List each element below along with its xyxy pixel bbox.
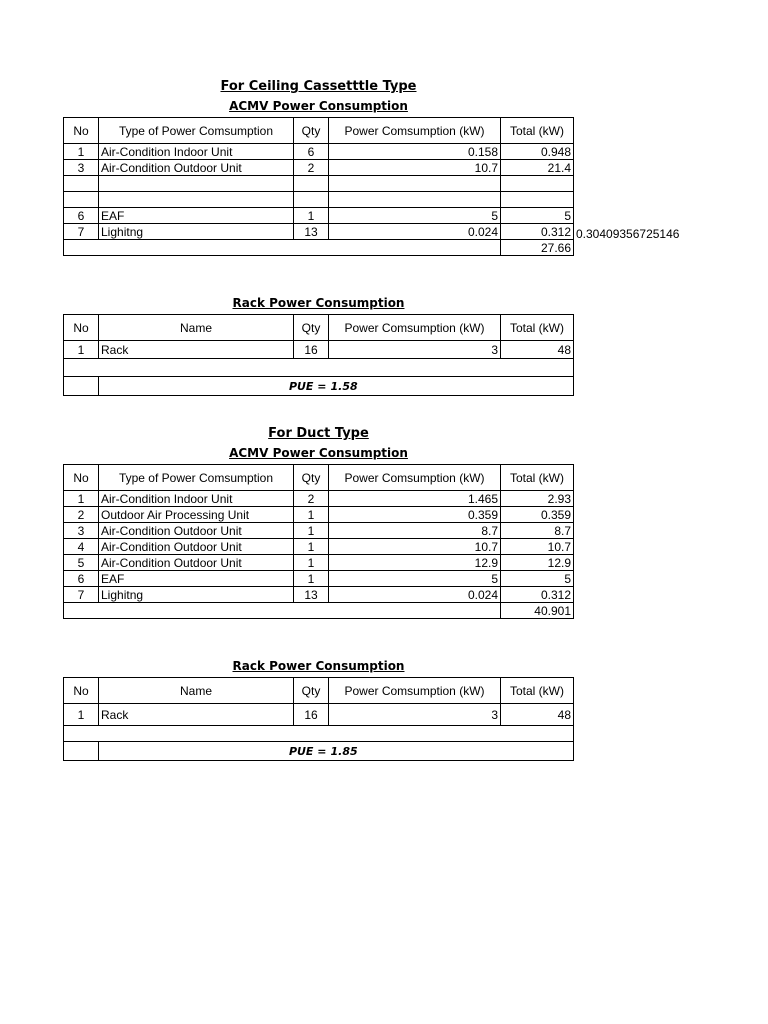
- row-total: 0.359: [501, 507, 574, 523]
- row-no: 7: [64, 224, 99, 240]
- row-power: 12.9: [329, 555, 501, 571]
- row-no: 5: [64, 555, 99, 571]
- row-power: 1.465: [329, 491, 501, 507]
- row-qty: 6: [294, 144, 329, 160]
- row-power: 3: [329, 704, 501, 726]
- pue-value: 1.58: [329, 377, 574, 396]
- table-row: [64, 491, 574, 507]
- row-no: 7: [64, 587, 99, 603]
- row-qty: 13: [294, 224, 329, 240]
- row-total: 48: [501, 341, 574, 359]
- row-name: Rack: [99, 704, 294, 726]
- row-total: 2.93: [501, 491, 574, 507]
- table-row: [64, 507, 574, 523]
- table-header-row: [64, 465, 574, 491]
- header-no: No: [64, 465, 99, 491]
- row-power: 0.024: [329, 224, 501, 240]
- header-power: Power Comsumption (kW): [329, 315, 501, 341]
- table-header-row: [64, 315, 574, 341]
- row-qty: 2: [294, 491, 329, 507]
- header-total: Total (kW): [501, 465, 574, 491]
- row-name: Rack: [99, 341, 294, 359]
- row-type: [99, 176, 294, 192]
- row-type: Air-Condition Outdoor Unit: [99, 555, 294, 571]
- header-power: Power Comsumption (kW): [329, 678, 501, 704]
- row-power: 5: [329, 571, 501, 587]
- pue-label: PUE =: [99, 742, 329, 761]
- row-qty: 1: [294, 555, 329, 571]
- row-qty: [294, 176, 329, 192]
- header-no: No: [64, 315, 99, 341]
- row-total: 0.948: [501, 144, 574, 160]
- section2-rack-table: [63, 677, 574, 761]
- header-type: Type of Power Comsumption: [99, 118, 294, 144]
- row-no: 6: [64, 208, 99, 224]
- empty-row: [64, 726, 574, 742]
- table-row: [64, 160, 574, 176]
- row-total: 48: [501, 704, 574, 726]
- row-type: Outdoor Air Processing Unit: [99, 507, 294, 523]
- section2-acmv-title: ACMV Power Consumption: [229, 446, 408, 460]
- header-qty: Qty: [294, 315, 329, 341]
- row-total: 0.312: [501, 224, 574, 240]
- header-type: Type of Power Comsumption: [99, 465, 294, 491]
- table-row: [64, 704, 574, 726]
- row-type: EAF: [99, 208, 294, 224]
- row-no: [64, 176, 99, 192]
- row-no: 4: [64, 539, 99, 555]
- section2-acmv-table: [63, 464, 574, 619]
- row-type: Air-Condition Outdoor Unit: [99, 160, 294, 176]
- row-power: 3: [329, 341, 501, 359]
- header-no: No: [64, 118, 99, 144]
- header-power: Power Comsumption (kW): [329, 465, 501, 491]
- row-power: 0.024: [329, 587, 501, 603]
- row-total: 12.9: [501, 555, 574, 571]
- row-power: 0.359: [329, 507, 501, 523]
- pue-label: PUE =: [99, 377, 329, 396]
- pue-value: 1.85: [329, 742, 574, 761]
- row-type: Air-Condition Indoor Unit: [99, 491, 294, 507]
- row-type: Air-Condition Outdoor Unit: [99, 523, 294, 539]
- header-power: Power Comsumption (kW): [329, 118, 501, 144]
- table-row: [64, 539, 574, 555]
- row-power: 8.7: [329, 523, 501, 539]
- row-qty: 16: [294, 704, 329, 726]
- section1-acmv-table: [63, 117, 574, 256]
- row-qty: 13: [294, 587, 329, 603]
- row-type: [99, 192, 294, 208]
- table-row: [64, 176, 574, 192]
- header-qty: Qty: [294, 118, 329, 144]
- section1-acmv-title: ACMV Power Consumption: [229, 99, 408, 113]
- row-total: 10.7: [501, 539, 574, 555]
- empty-row: [64, 359, 574, 377]
- row-type: Lighitng: [99, 587, 294, 603]
- row-power: 5: [329, 208, 501, 224]
- row-no: 1: [64, 704, 99, 726]
- row-no: 1: [64, 341, 99, 359]
- row-total: 8.7: [501, 523, 574, 539]
- pue-row: [64, 742, 574, 761]
- row-no: 3: [64, 160, 99, 176]
- table-row: [64, 341, 574, 359]
- row-type: Lighitng: [99, 224, 294, 240]
- table-row: [64, 224, 574, 240]
- section2-rack-title: Rack Power Consumption: [232, 659, 405, 673]
- row-qty: [294, 192, 329, 208]
- grand-total: 40.901: [501, 603, 574, 619]
- table-header-row: [64, 118, 574, 144]
- row-power: [329, 176, 501, 192]
- section1-title: For Ceiling Cassetttle Type: [220, 79, 417, 94]
- row-no: 3: [64, 523, 99, 539]
- row-no: 6: [64, 571, 99, 587]
- row-total: 0.312: [501, 587, 574, 603]
- table-row: [64, 555, 574, 571]
- row-type: Air-Condition Indoor Unit: [99, 144, 294, 160]
- header-total: Total (kW): [501, 678, 574, 704]
- row-qty: 1: [294, 523, 329, 539]
- row-type: EAF: [99, 571, 294, 587]
- row-no: 2: [64, 507, 99, 523]
- grand-total-row: [64, 603, 574, 619]
- table-row: [64, 523, 574, 539]
- table-row: [64, 208, 574, 224]
- grand-total-row: [64, 240, 574, 256]
- section1-rack-table: [63, 314, 574, 396]
- row-power: 10.7: [329, 160, 501, 176]
- header-name: Name: [99, 315, 294, 341]
- row-no: [64, 192, 99, 208]
- row-qty: 1: [294, 539, 329, 555]
- header-total: Total (kW): [501, 315, 574, 341]
- row-qty: 2: [294, 160, 329, 176]
- pue-row: [64, 377, 574, 396]
- row-total: [501, 176, 574, 192]
- row-total: 5: [501, 571, 574, 587]
- row-type: Air-Condition Outdoor Unit: [99, 539, 294, 555]
- row-no: 1: [64, 144, 99, 160]
- grand-total: 27.66: [501, 240, 574, 256]
- header-qty: Qty: [294, 678, 329, 704]
- table-row: [64, 192, 574, 208]
- row-total: 21.4: [501, 160, 574, 176]
- row-power: [329, 192, 501, 208]
- side-note-value: 0.30409356725146: [576, 227, 680, 241]
- table-row: [64, 571, 574, 587]
- row-total: 5: [501, 208, 574, 224]
- table-row: [64, 587, 574, 603]
- row-qty: 1: [294, 571, 329, 587]
- header-qty: Qty: [294, 465, 329, 491]
- section1-rack-title: Rack Power Consumption: [232, 296, 405, 310]
- row-qty: 16: [294, 341, 329, 359]
- section2-title: For Duct Type: [268, 426, 369, 441]
- row-qty: 1: [294, 208, 329, 224]
- header-name: Name: [99, 678, 294, 704]
- table-header-row: [64, 678, 574, 704]
- row-power: 0.158: [329, 144, 501, 160]
- header-total: Total (kW): [501, 118, 574, 144]
- row-power: 10.7: [329, 539, 501, 555]
- header-no: No: [64, 678, 99, 704]
- row-total: [501, 192, 574, 208]
- row-no: 1: [64, 491, 99, 507]
- row-qty: 1: [294, 507, 329, 523]
- table-row: [64, 144, 574, 160]
